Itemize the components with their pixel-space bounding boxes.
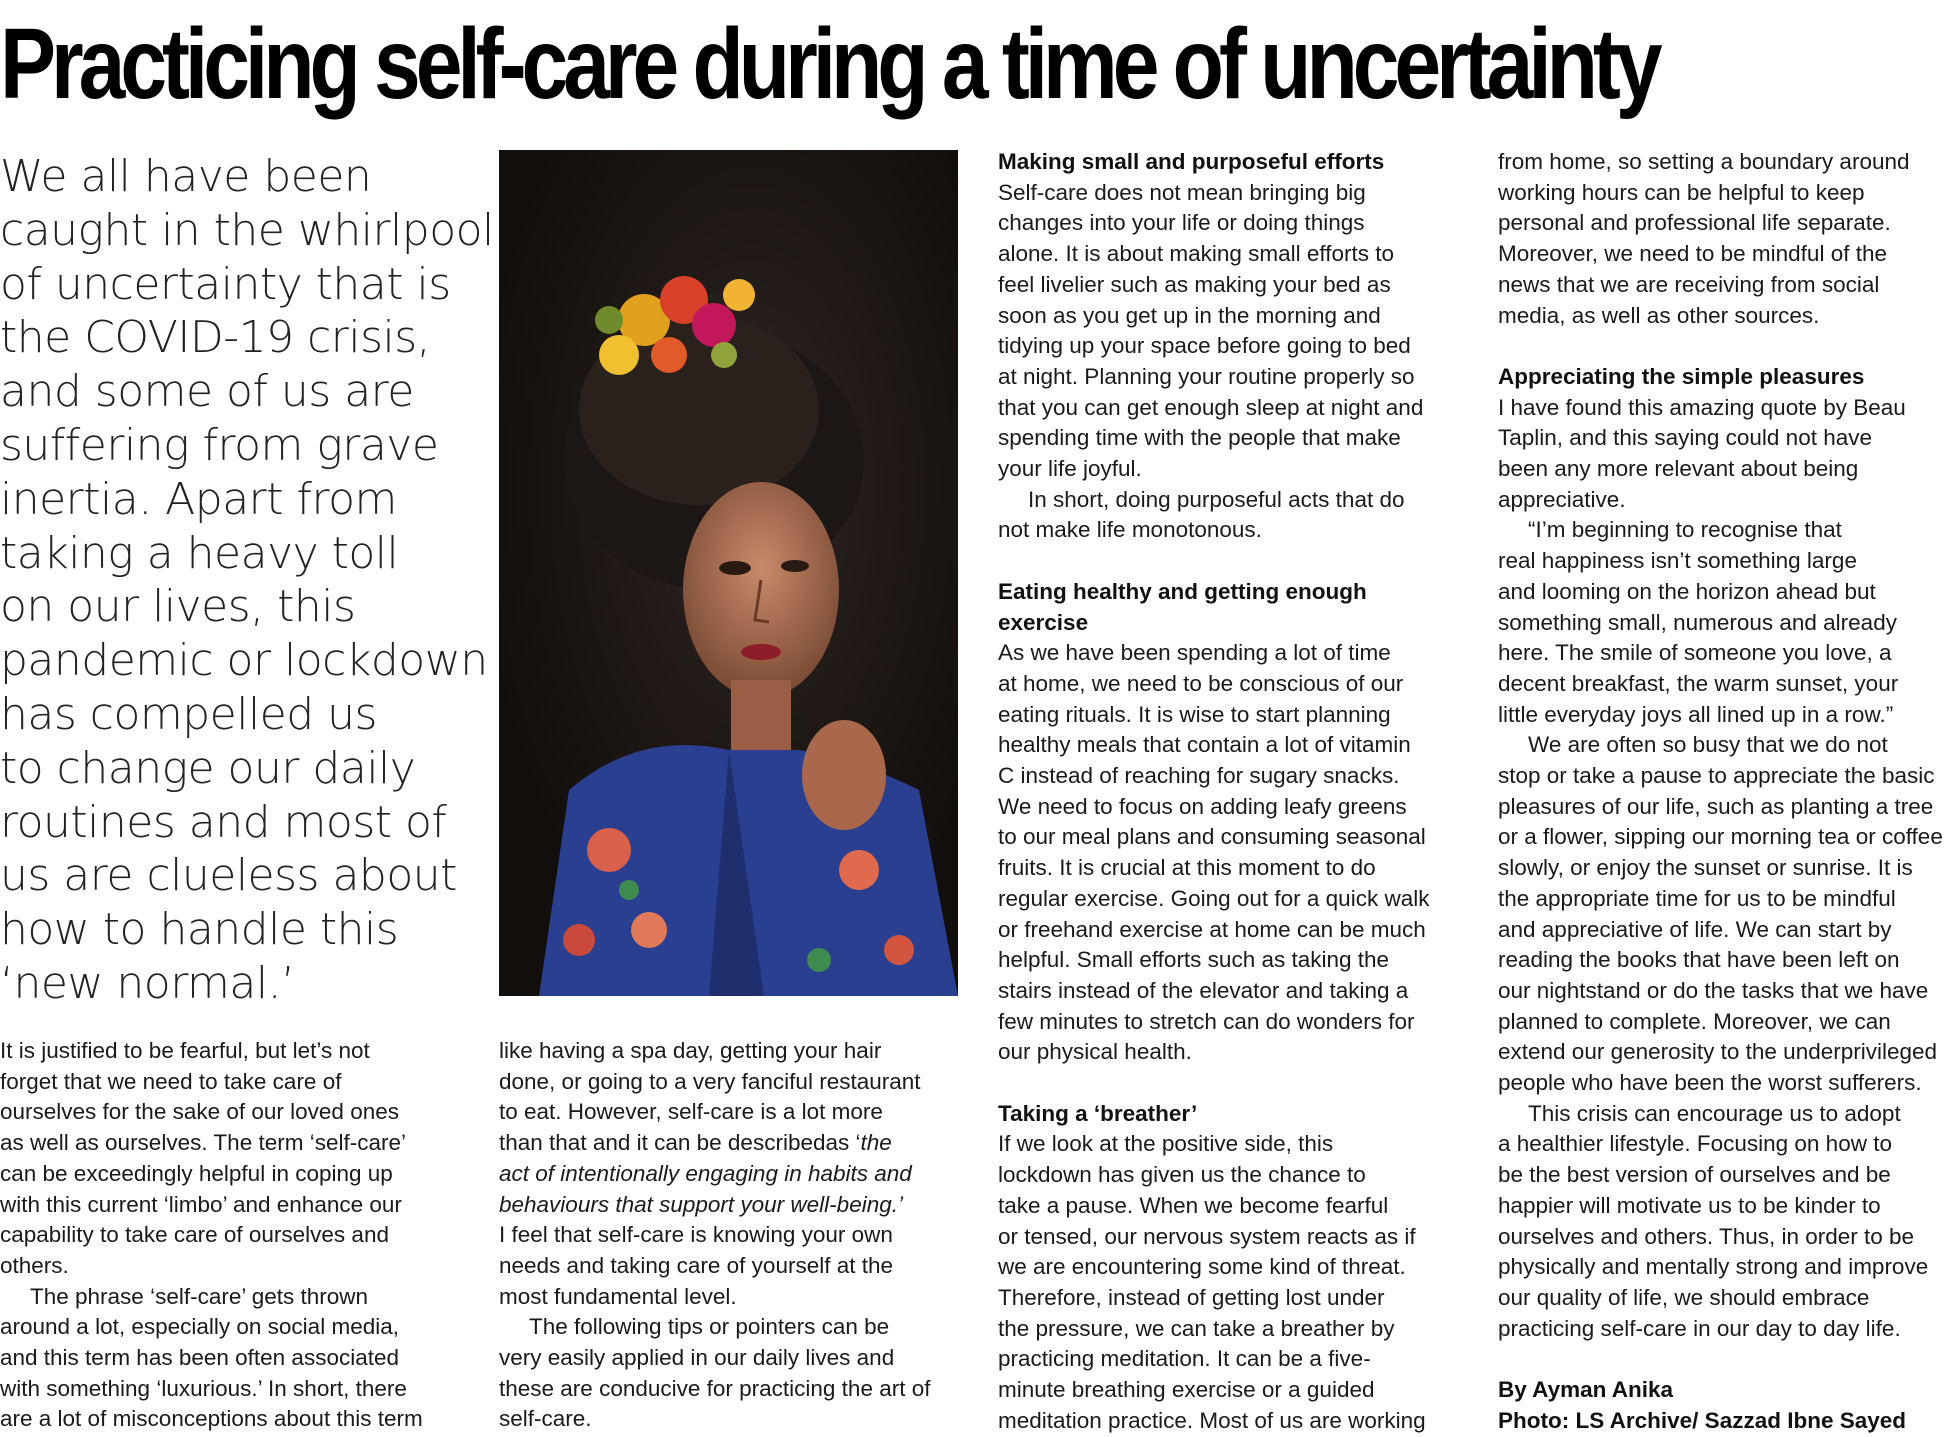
text-line: reading the books that have been left on [1498, 947, 1900, 973]
text-line: to eat. However, self-care is a lot more [499, 1099, 883, 1125]
text-line: personal and professional life separate. [1498, 210, 1891, 236]
text-line: meditation practice. Most of us are working [998, 1407, 1426, 1433]
intro-line: to change our daily [0, 742, 416, 794]
text-line: soon as you get up in the morning and [998, 302, 1381, 328]
column-1 [0, 1036, 470, 1435]
text-line: eating rituals. It is wise to start planning [998, 701, 1391, 727]
text-line: not make life monotonous. [998, 517, 1262, 543]
text-line: needs and taking care of yourself at the [499, 1252, 894, 1278]
quote-line: “I’m beginning to recognise that [1528, 517, 1842, 543]
text-line [499, 1128, 969, 1159]
intro-line: We all have been [0, 151, 372, 202]
text-line: changes into your life or doing things [998, 210, 1365, 236]
text-line: are a lot of misconceptions about this term [0, 1406, 423, 1432]
text-line: C instead of reaching for sugary snacks. [998, 763, 1400, 789]
quote-line: real happiness isn’t something large [1498, 548, 1857, 574]
text-line: capability to take care of ourselves and [0, 1222, 389, 1248]
section-heading: exercise [998, 609, 1089, 635]
byline: By Ayman Anika [1498, 1377, 1674, 1403]
text-line: like having a spa day, getting your hair [499, 1038, 882, 1063]
text-line: people who have been the worst sufferers. [1498, 1070, 1922, 1096]
portrait-illustration [499, 150, 958, 996]
text-line: Self-care does not mean bringing big [998, 179, 1366, 205]
intro-line: pandemic or lockdown [0, 635, 488, 687]
text-line: We are often so busy that we do not [1528, 732, 1888, 758]
text-line: planned to complete. Moreover, we can [1498, 1008, 1891, 1034]
column-3 [998, 147, 1468, 1437]
text-line: be the best version of ourselves and be [1498, 1162, 1891, 1188]
text-line: pleasures of our life, such as planting a tree [1498, 793, 1934, 819]
text-line: forget that we need to take care of [0, 1068, 342, 1094]
text-line: appreciative. [1498, 486, 1626, 512]
text-line: Taplin, and this saying could not have [1498, 425, 1872, 451]
text-line: lockdown has given us the chance to [998, 1162, 1366, 1188]
text-line: with this current ‘limbo’ and enhance our [0, 1191, 402, 1217]
text-line: practicing meditation. It can be a five- [998, 1346, 1371, 1372]
quote-line: something small, numerous and already [1498, 609, 1897, 635]
text-line: to our meal plans and consuming seasonal [998, 824, 1426, 850]
text-line: Moreover, we need to be mindful of the [1498, 241, 1887, 267]
section-heading: Eating healthy and getting enough [998, 578, 1367, 604]
quote-line: little everyday joys all lined up in a row.” [1498, 701, 1894, 727]
text-line: It is justified to be fearful, but let’s not [0, 1038, 370, 1063]
text-line: minute breathing exercise or a guided [998, 1377, 1375, 1403]
text-line: self-care. [499, 1406, 592, 1432]
text-line: If we look at the positive side, this [998, 1131, 1334, 1157]
intro-line: ‘new normal.’ [0, 957, 295, 1009]
text-line: at night. Planning your routine properly so [998, 363, 1415, 389]
intro-line: routines and most of [0, 796, 447, 848]
text-line: or tensed, our nervous system reacts as if [998, 1223, 1416, 1249]
quote-line: decent breakfast, the warm sunset, your [1498, 670, 1899, 696]
quote-line: behaviours that support your well-being.’ [499, 1191, 903, 1217]
text-line: healthy meals that contain a lot of vitamin [998, 732, 1411, 758]
intro-line: inertia. Apart from [0, 473, 397, 525]
text-line: physically and mentally strong and improve [1498, 1254, 1929, 1280]
text-line: fruits. It is crucial at this moment to do [998, 855, 1376, 881]
text-line: The phrase ‘self-care’ gets thrown [30, 1283, 369, 1309]
text-line: or a flower, sipping our morning tea or coffee [1498, 824, 1943, 850]
column-4 [1498, 147, 1950, 1437]
text-run: than that and it can be describedas ‘ [499, 1130, 861, 1156]
text-line: take a pause. When we become fearful [998, 1192, 1389, 1218]
paragraph-gap [998, 546, 1468, 577]
text-line: stop or take a pause to appreciate the basic [1498, 763, 1935, 789]
paragraph-gap [1498, 1344, 1950, 1375]
text-line: stairs instead of the elevator and taking a [998, 977, 1409, 1003]
text-line: these are conducive for practicing the art of [499, 1375, 931, 1401]
intro-line: caught in the whirlpool [0, 204, 494, 256]
text-line: and this term has been often associated [0, 1345, 400, 1371]
text-line: happier will motivate us to be kinder to [1498, 1192, 1881, 1218]
paragraph-gap [1498, 331, 1950, 362]
intro-line: us are clueless about [0, 850, 457, 902]
column-2 [499, 1036, 969, 1435]
text-line: done, or going to a very fanciful restaurant [499, 1068, 921, 1094]
text-line: the appropriate time for us to be mindful [1498, 885, 1896, 911]
photo-credit: Photo: LS Archive/ Sazzad Ibne Sayed [1498, 1407, 1907, 1433]
text-line: our nightstand or do the tasks that we have [1498, 977, 1929, 1003]
text-line: a healthier lifestyle. Focusing on how to [1498, 1131, 1892, 1157]
text-line: news that we are receiving from social [1498, 271, 1880, 297]
text-line: tidying up your space before going to bed [998, 333, 1411, 359]
intro-line: of uncertainty that is [0, 258, 451, 310]
text-line: spending time with the people that make [998, 425, 1401, 451]
headline: Practicing self-care during a time of uncertainty [0, 8, 1658, 120]
intro-line: has compelled us [0, 688, 377, 740]
text-line: we are encountering some kind of threat. [998, 1254, 1406, 1280]
text-line: few minutes to stretch can do wonders for [998, 1008, 1415, 1034]
intro-paragraph [0, 150, 494, 1011]
text-line: helpful. Small efforts such as taking the [998, 947, 1390, 973]
text-line: extend our generosity to the underprivileged [1498, 1039, 1938, 1065]
section-heading: Appreciating the simple pleasures [1498, 363, 1865, 389]
paragraph-gap [998, 1068, 1468, 1099]
text-line: In short, doing purposeful acts that do [1028, 486, 1405, 512]
text-line: practicing self-care in our day to day life. [1498, 1315, 1901, 1341]
text-line: that you can get enough sleep at night and [998, 394, 1424, 420]
quote-line: act of intentionally engaging in habits and [499, 1160, 912, 1186]
text-line: ourselves and others. Thus, in order to be [1498, 1223, 1915, 1249]
text-line: feel livelier such as making your bed as [998, 271, 1391, 297]
text-line: working hours can be helpful to keep [1498, 179, 1865, 205]
text-line: As we have been spending a lot of time [998, 640, 1391, 666]
text-line: slowly, or enjoy the sunset or sunrise. It is [1498, 855, 1913, 881]
intro-line: suffering from grave [0, 419, 439, 471]
text-line: around a lot, especially on social media, [0, 1314, 399, 1340]
text-line: or freehand exercise at home can be much [998, 916, 1426, 942]
text-line: with something ‘luxurious.’ In short, there [0, 1375, 407, 1401]
text-line: alone. It is about making small efforts to [998, 241, 1395, 267]
intro-line: how to handle this [0, 904, 399, 956]
text-line: as well as ourselves. The term ‘self-care’ [0, 1130, 406, 1156]
intro-line: the COVID-19 crisis, [0, 312, 431, 364]
text-line: your life joyful. [998, 456, 1142, 482]
text-line: Therefore, instead of getting lost under [998, 1284, 1385, 1310]
quote-line: and looming on the horizon ahead but [1498, 578, 1876, 604]
text-line: at home, we need to be conscious of our [998, 670, 1404, 696]
text-line: This crisis can encourage us to adopt [1528, 1100, 1901, 1126]
quote-line: here. The smile of someone you love, a [1498, 640, 1892, 666]
article-photo [499, 150, 958, 996]
text-line: The following tips or pointers can be [529, 1314, 890, 1340]
text-line: ourselves for the sake of our loved ones [0, 1099, 399, 1125]
text-line: been any more relevant about being [1498, 456, 1859, 482]
text-line: We need to focus on adding leafy greens [998, 793, 1407, 819]
text-line: regular exercise. Going out for a quick walk [998, 885, 1430, 911]
intro-line: and some of us are [0, 366, 414, 418]
text-line: I have found this amazing quote by Beau [1498, 394, 1906, 420]
text-line: most fundamental level. [499, 1283, 737, 1309]
text-line: from home, so setting a boundary around [1498, 149, 1910, 174]
intro-line: on our lives, this [0, 581, 356, 633]
text-line: the pressure, we can take a breather by [998, 1315, 1395, 1341]
text-line: media, as well as other sources. [1498, 302, 1820, 328]
section-heading: Taking a ‘breather’ [998, 1100, 1198, 1126]
text-line: I feel that self-care is knowing your own [499, 1222, 893, 1248]
section-heading: Making small and purposeful efforts [998, 149, 1385, 174]
text-line: our quality of life, we should embrace [1498, 1285, 1870, 1310]
text-line: can be exceedingly helpful in coping up [0, 1160, 393, 1186]
intro-line: taking a heavy toll [0, 527, 399, 579]
quote-italic: the [860, 1130, 892, 1156]
text-line: others. [0, 1252, 69, 1278]
text-line: very easily applied in our daily lives and [499, 1345, 895, 1371]
text-line: and appreciative of life. We can start by [1498, 916, 1892, 942]
text-line: our physical health. [998, 1039, 1192, 1065]
